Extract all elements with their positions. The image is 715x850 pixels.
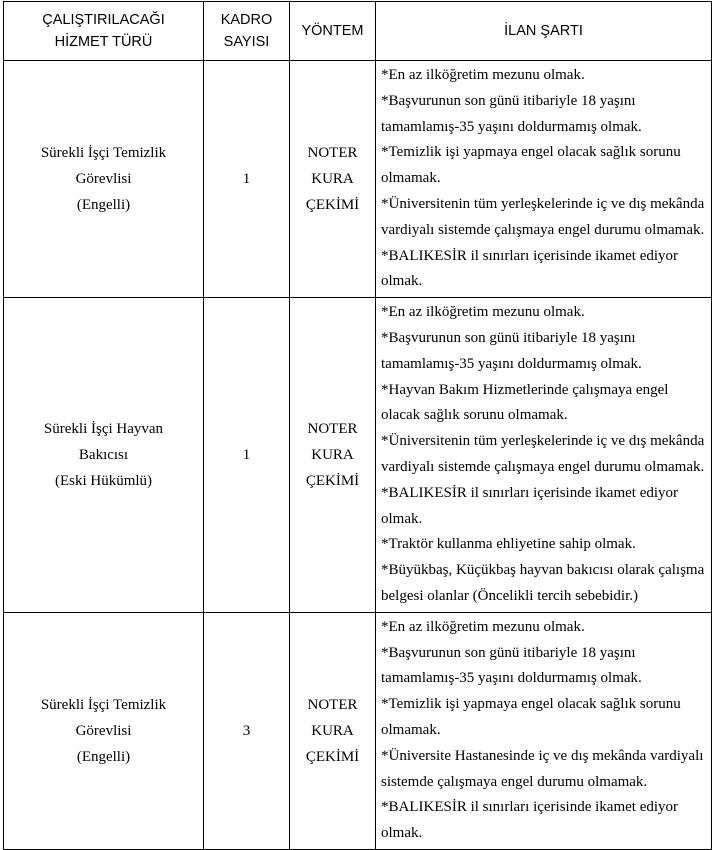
service-type-cell: Sürekli İşçi Temizlik Görevlisi (Engelli) <box>4 61 204 298</box>
condition-item: *Başvurunun son günü itibariyle 18 yaşını tamamlamış-35 yaşını doldurmamış olmak. <box>381 329 642 372</box>
table-row <box>4 612 712 849</box>
table-row <box>4 61 712 298</box>
condition-item: *Traktör kullanma ehliyetine sahip olmak. <box>381 536 636 553</box>
condition-item: *En az ilköğretim mezunu olmak. <box>381 618 585 635</box>
header-staff-count: KADRO SAYISI <box>204 2 290 61</box>
condition-item: *Büyükbaş, Küçükbaş hayvan bakıcısı olarak çalışma belgesi olanlar (Öncelikli tercih sebebidir.) <box>381 562 705 604</box>
condition-item: *En az ilköğretim mezunu olmak. <box>381 304 585 321</box>
condition-item: *En az ilköğretim mezunu olmak. <box>381 67 585 83</box>
conditions-cell <box>376 298 712 613</box>
condition-item: *Temizlik işi yapmaya engel olacak sağlık sorunu olmamak. <box>381 144 681 187</box>
header-row <box>4 2 712 61</box>
service-type-cell: Sürekli İşçi Temizlik Görevlisi (Engelli) <box>4 612 204 849</box>
method-cell: NOTER KURA ÇEKİMİ <box>290 612 376 849</box>
method-cell: NOTER KURA ÇEKİMİ <box>290 298 376 613</box>
staff-count-cell: 1 <box>204 298 290 613</box>
header-method: YÖNTEM <box>290 2 376 61</box>
header-service-type: ÇALIŞTIRILACAĞI HİZMET TÜRÜ <box>4 2 204 61</box>
job-listing-table <box>3 1 712 850</box>
condition-item: *Başvurunun son günü itibariyle 18 yaşını tamamlamış-35 yaşını doldurmamış olmak. <box>381 644 642 687</box>
condition-item: *Üniversite Hastanesinde iç ve dış mekânda vardiyalı sistemde çalışmaya engel durumu olmamak. <box>381 747 704 790</box>
staff-count-cell: 1 <box>204 61 290 298</box>
staff-count-cell: 3 <box>204 612 290 849</box>
condition-item: *Üniversitenin tüm yerleşkelerinde iç ve dış mekânda vardiyalı sistemde çalışmaya engel durumu olmamak. <box>381 433 705 475</box>
condition-item: *BALIKESİR il sınırları içerisinde ikamet ediyor olmak. <box>381 799 679 842</box>
condition-item: *BALIKESİR il sınırları içerisinde ikamet ediyor olmak. <box>381 484 679 527</box>
service-type-cell: Sürekli İşçi Hayvan Bakıcısı (Eski Hükümlü) <box>4 298 204 613</box>
condition-item: *Üniversitenin tüm yerleşkelerinde iç ve dış mekânda vardiyalı sistemde çalışmaya engel durumu olmamak. <box>381 195 705 238</box>
conditions-cell <box>376 61 712 298</box>
conditions-cell <box>376 612 712 849</box>
condition-item: *Hayvan Bakım Hizmetlerinde çalışmaya engel olacak sağlık sorunu olmamak. <box>381 381 669 424</box>
condition-item: *Temizlik işi yapmaya engel olacak sağlık sorunu olmamak. <box>381 696 681 738</box>
method-cell: NOTER KURA ÇEKİMİ <box>290 61 376 298</box>
condition-item: *Başvurunun son günü itibariyle 18 yaşını tamamlamış-35 yaşını doldurmamış olmak. <box>381 92 642 135</box>
header-conditions: İLAN ŞARTI <box>376 2 712 61</box>
table-row <box>4 298 712 613</box>
condition-item: *BALIKESİR il sınırları içerisinde ikamet ediyor olmak. <box>381 247 679 290</box>
